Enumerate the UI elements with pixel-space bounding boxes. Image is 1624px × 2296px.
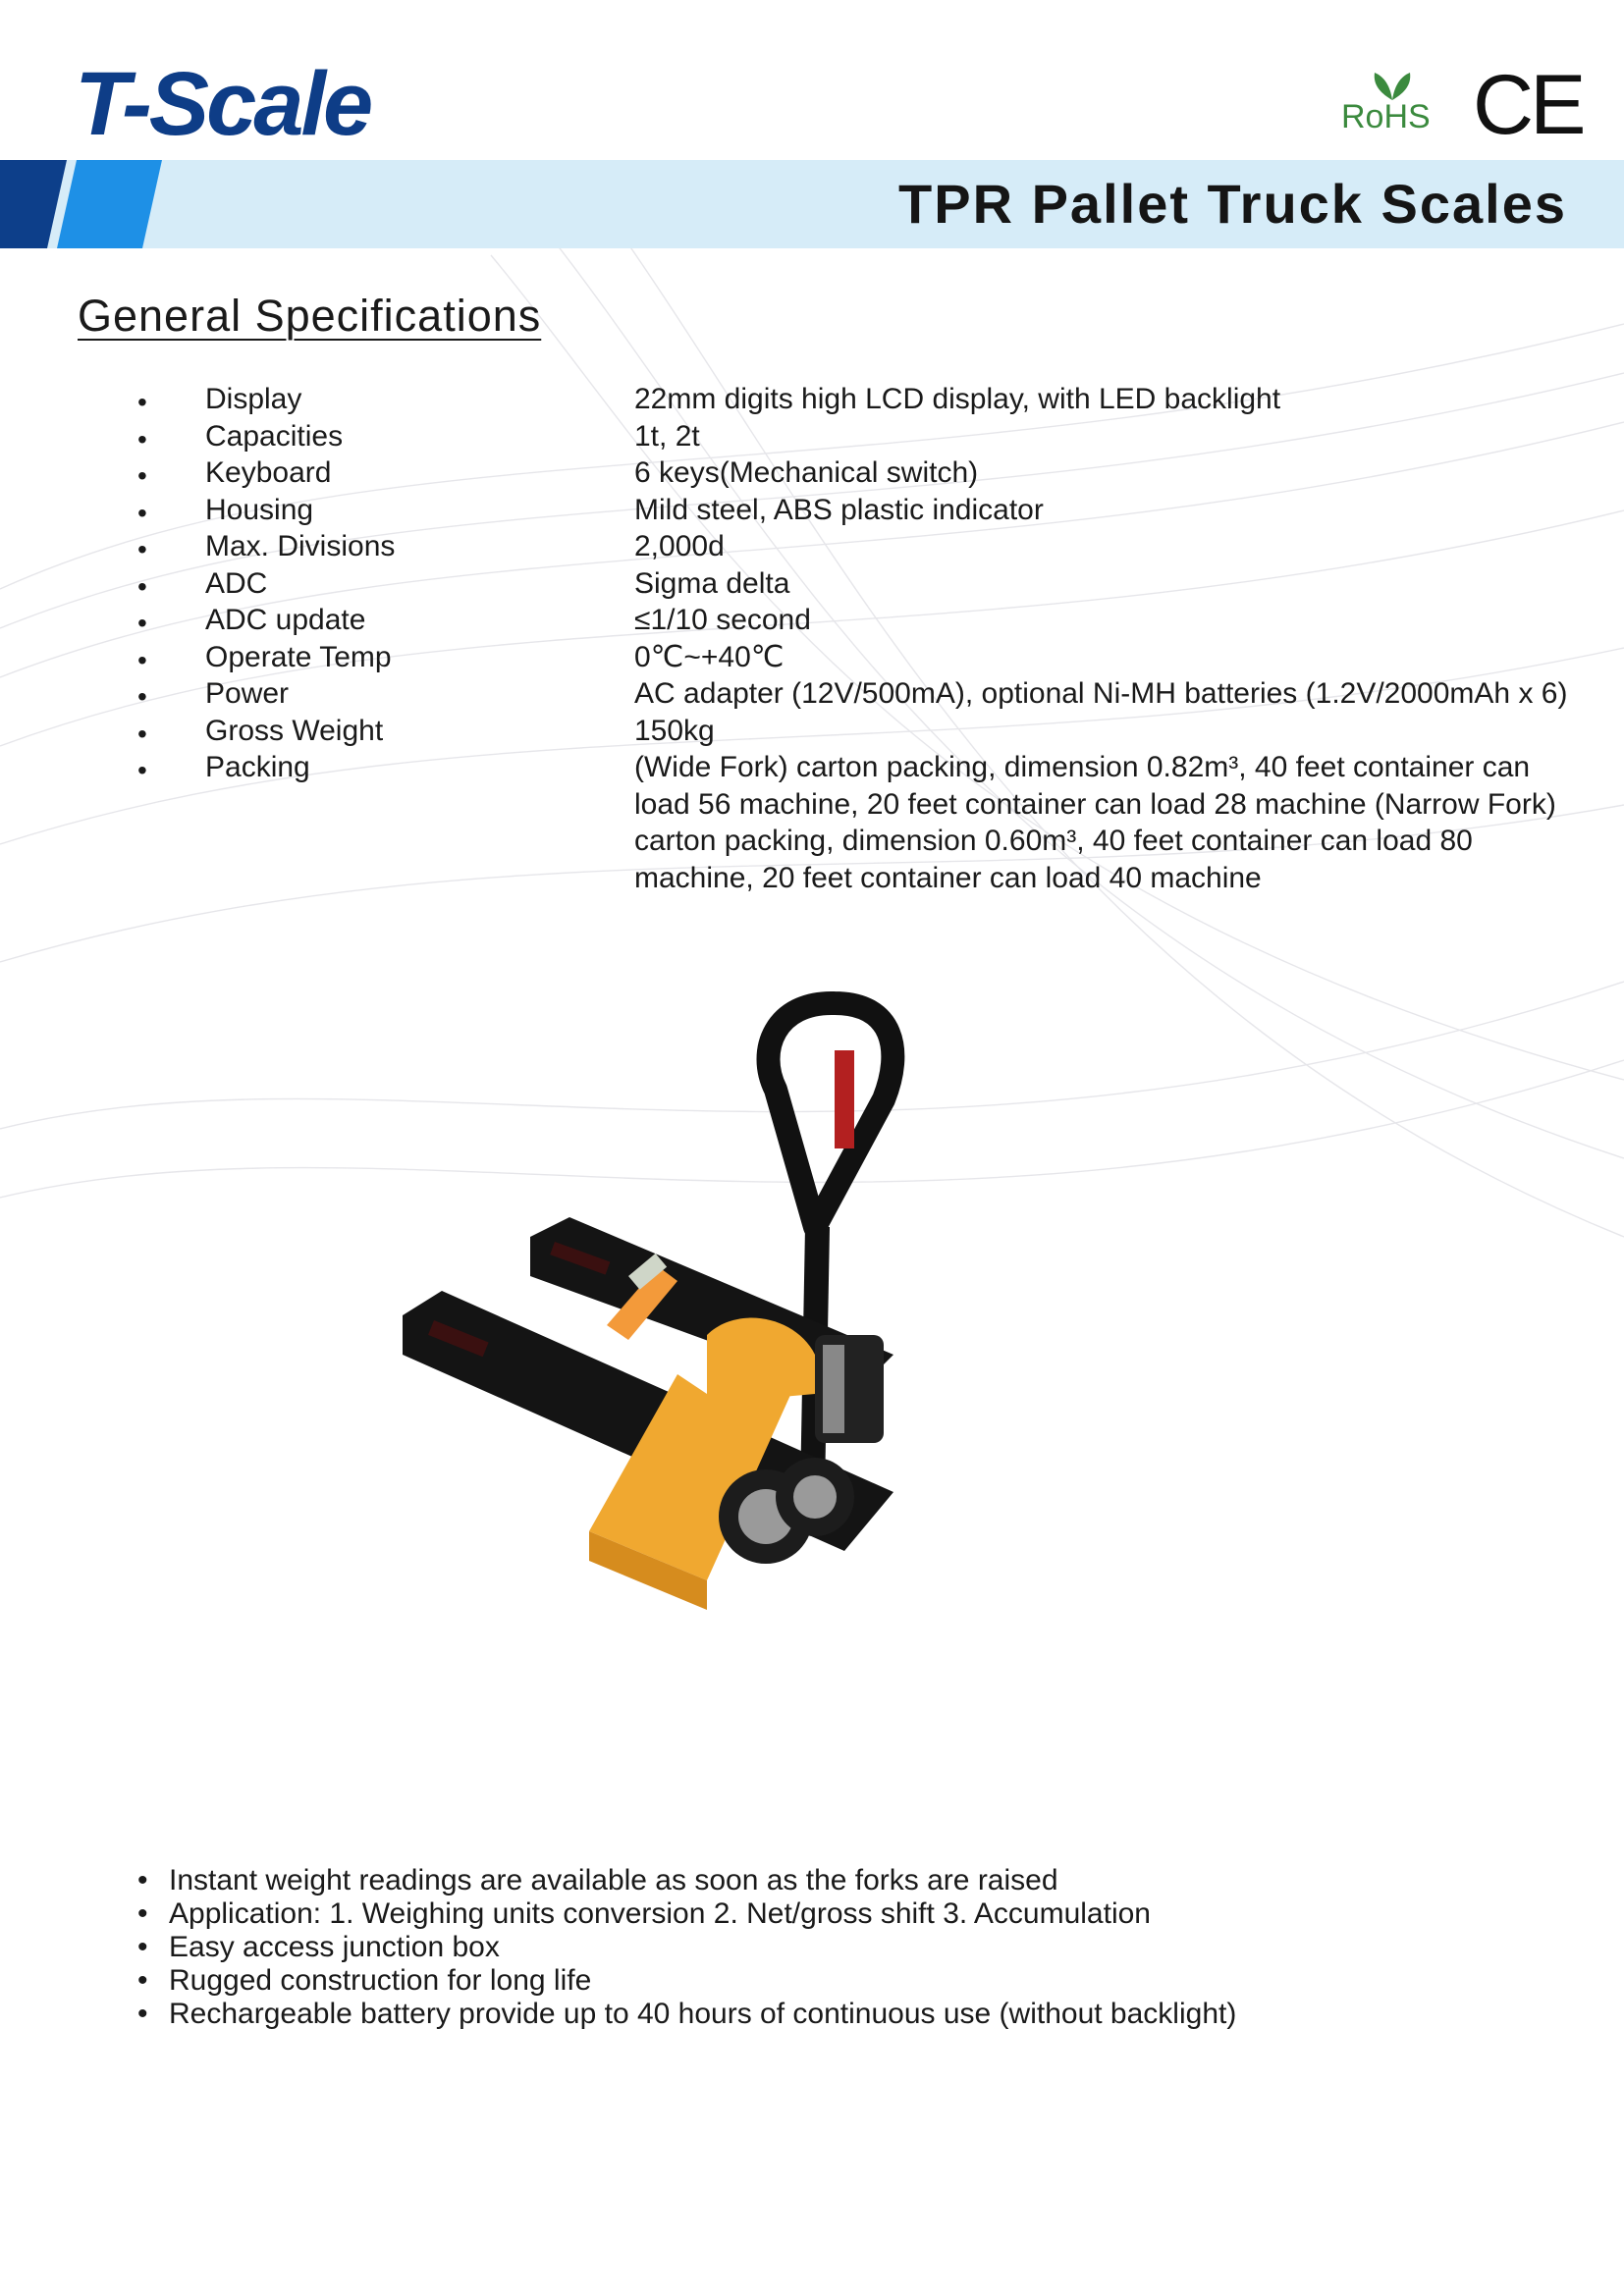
spec-row — [0, 675, 1624, 713]
spec-value: ≤1/10 second — [634, 604, 811, 636]
spec-label: ADC — [205, 566, 268, 600]
spec-label: Power — [205, 677, 290, 710]
feature-text: Rugged construction for long life — [169, 1964, 592, 1997]
bullet: • — [137, 755, 147, 785]
spec-value: 1t, 2t — [634, 419, 700, 453]
bullet: • — [137, 570, 147, 602]
spec-row — [0, 454, 1624, 492]
spec-row — [0, 528, 1624, 565]
handle-control-panel — [835, 1050, 854, 1148]
spec-value: AC adapter (12V/500mA), optional Ni-MH batteries (1.2V/2000mAh x 6) — [634, 677, 1568, 710]
bullet: • — [137, 497, 147, 528]
spec-value: Mild steel, ABS plastic indicator — [634, 493, 1044, 526]
spec-label: Operate Temp — [205, 640, 392, 673]
feature-item — [137, 1998, 1512, 2031]
spec-label: Max. Divisions — [205, 530, 396, 562]
feature-item — [137, 1897, 1512, 1931]
spec-label: Housing — [205, 493, 314, 526]
bullet: • — [137, 387, 147, 417]
page-title: TPR Pallet Truck Scales — [898, 173, 1567, 235]
bullet: • — [137, 1897, 148, 1930]
rohs-certification — [1341, 69, 1432, 137]
bullet: • — [137, 681, 147, 712]
section-title-specifications: General Specifications — [78, 291, 542, 341]
spec-value: 150kg — [634, 714, 715, 747]
spec-label: Capacities — [205, 419, 344, 453]
spec-label: Gross Weight — [205, 714, 384, 747]
feature-text: Rechargeable battery provide up to 40 hours of continuous use (without backlight) — [169, 1998, 1237, 2030]
spec-row — [0, 602, 1624, 639]
banner-stripe-icon — [0, 160, 177, 248]
spec-row — [0, 565, 1624, 603]
feature-list — [137, 1864, 1512, 2031]
bullet: • — [137, 1931, 148, 1963]
spec-row — [0, 749, 1624, 896]
spec-row — [0, 418, 1624, 455]
spec-row — [0, 713, 1624, 750]
bullet: • — [137, 534, 147, 564]
bullet: • — [137, 718, 147, 749]
brand-logo: T-Scale — [75, 54, 371, 154]
feature-text: Application: 1. Weighing units conversion 2. Net/gross shift 3. Accumulation — [169, 1897, 1151, 1930]
spec-value: 0℃~+40℃ — [634, 640, 785, 673]
bullet: • — [137, 423, 147, 454]
feature-item — [137, 1931, 1512, 1964]
spec-label: Packing — [205, 751, 310, 783]
title-banner — [0, 160, 1624, 248]
feature-item — [137, 1864, 1512, 1897]
spec-value: 22mm digits high LCD display, with LED backlight — [634, 383, 1281, 415]
feature-item — [137, 1964, 1512, 1998]
spec-label: Keyboard — [205, 456, 332, 489]
spec-value: 6 keys(Mechanical switch) — [634, 456, 979, 489]
spec-value: (Wide Fork) carton packing, dimension 0.82m³, 40 feet container can load 56 machine, 20 feet container can load 28 machine (Narrow Fork) carton packing, dimension 0.60m³, 40 feet container can load 80 machine, 20 feet container can load 40 machine — [634, 751, 1556, 894]
bullet: • — [137, 644, 147, 675]
spec-row — [0, 381, 1624, 418]
spec-row — [0, 492, 1624, 529]
bullet: • — [137, 608, 147, 638]
rohs-leaf-icon — [1363, 69, 1422, 102]
bullet: • — [137, 1964, 148, 1997]
feature-text: Instant weight readings are available as soon as the forks are raised — [169, 1864, 1058, 1896]
rohs-label: RoHS — [1341, 98, 1431, 135]
bullet: • — [137, 460, 147, 491]
spec-label: ADC update — [205, 604, 366, 636]
spec-list — [0, 381, 1624, 896]
product-image-pallet-truck — [383, 982, 1208, 1787]
bullet: • — [137, 1998, 148, 2030]
ce-mark: CE — [1473, 58, 1583, 152]
spec-value: 2,000d — [634, 530, 725, 562]
feature-text: Easy access junction box — [169, 1931, 500, 1963]
bullet: • — [137, 1864, 148, 1896]
spec-row — [0, 639, 1624, 676]
spec-label: Display — [205, 383, 302, 415]
spec-value: Sigma delta — [634, 566, 790, 600]
